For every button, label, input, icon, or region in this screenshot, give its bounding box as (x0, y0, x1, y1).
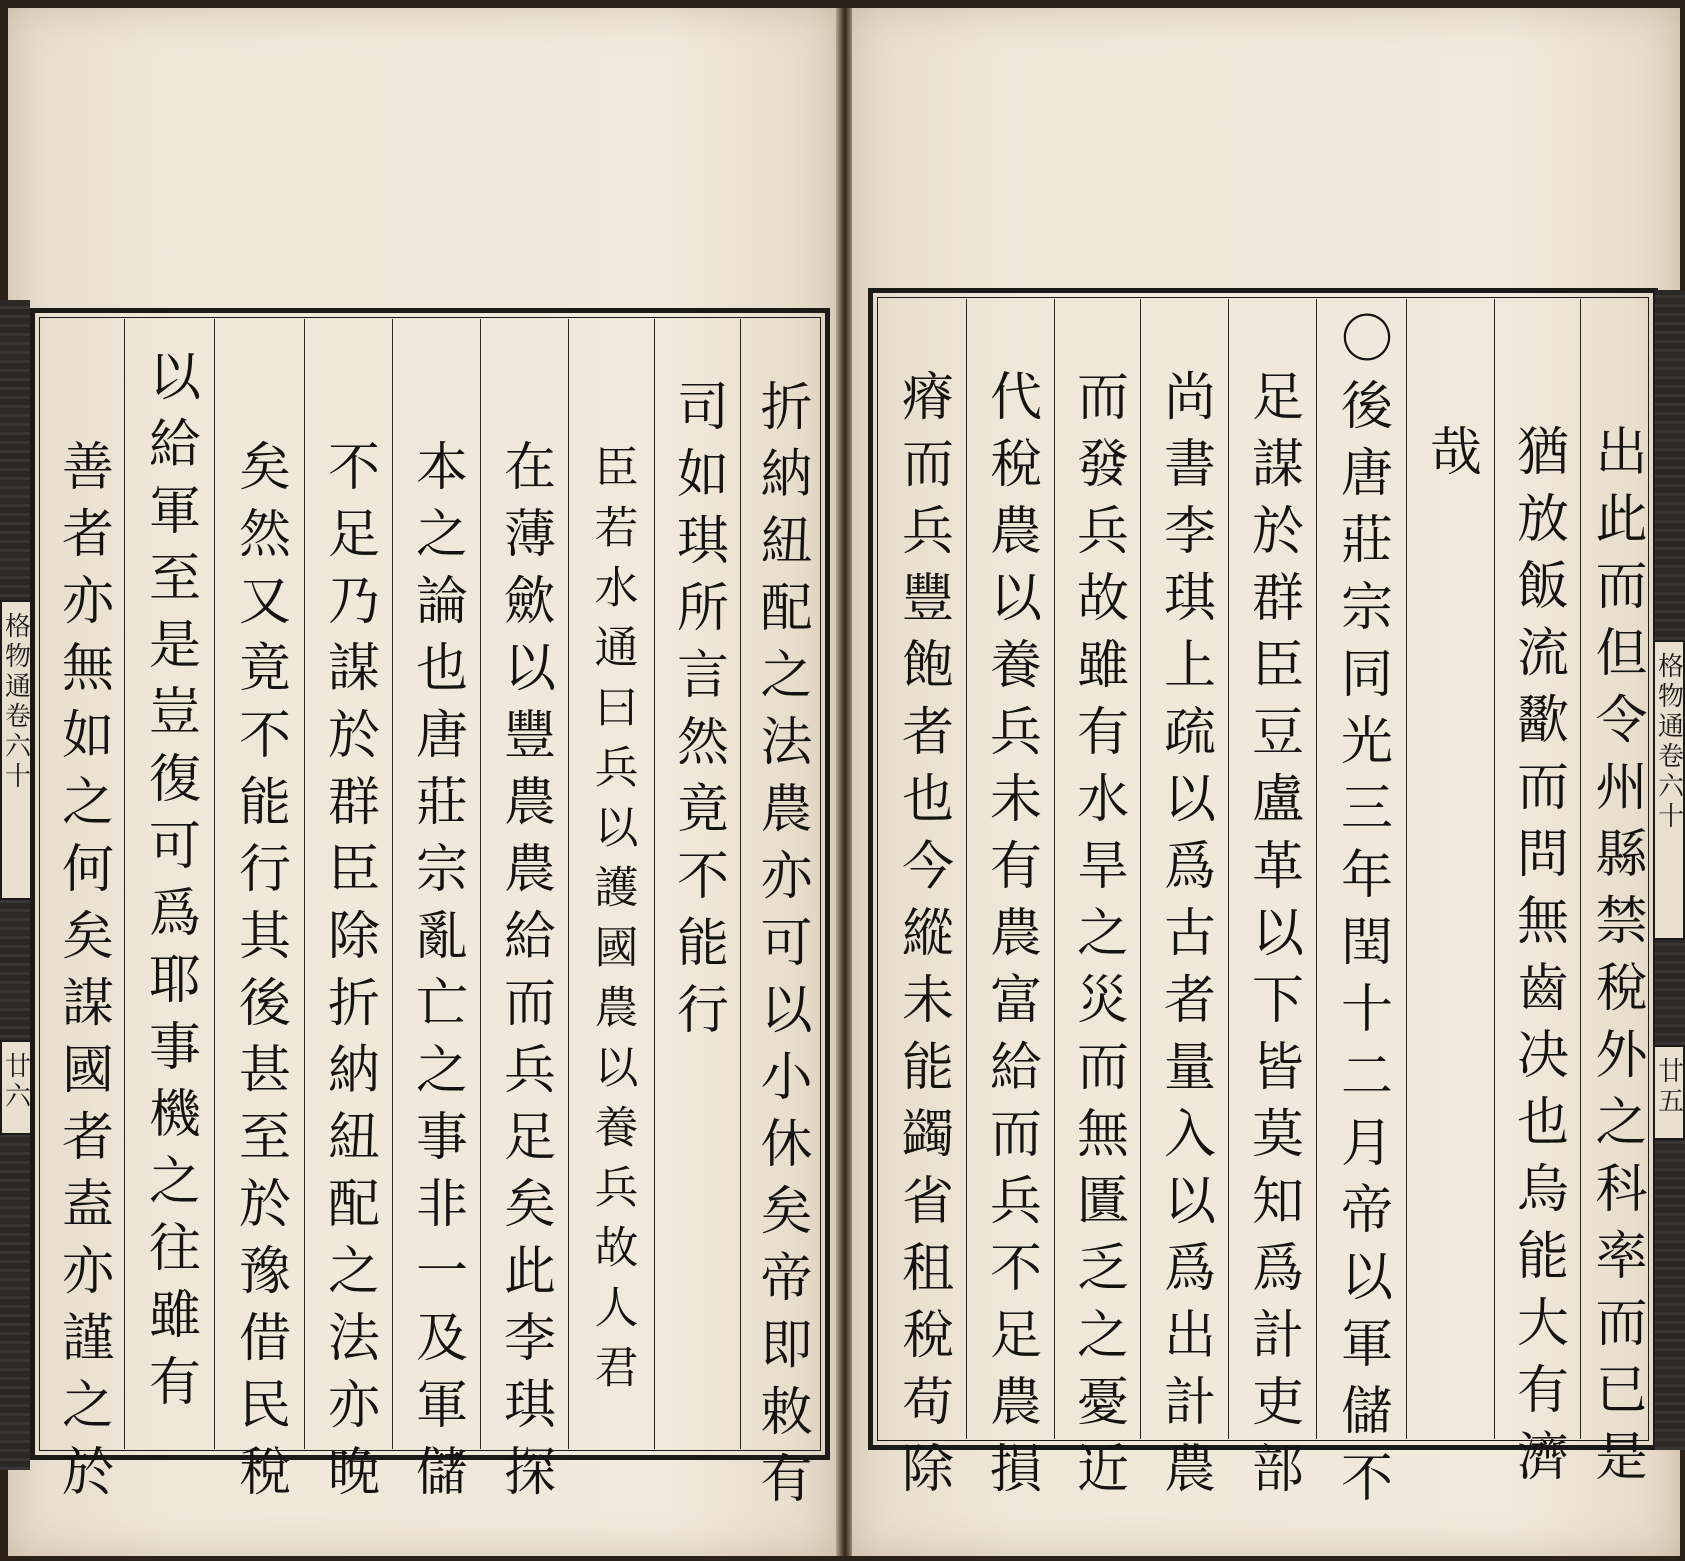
right-page-text-frame (868, 288, 1658, 1517)
column-text: 以給軍至是豈復可爲耶事機之往雖有 (139, 349, 200, 1421)
left-page-text-frame (30, 308, 830, 1518)
right-page-column-1 (879, 299, 967, 1508)
column-text: 本之論也唐莊宗亂亡之事非一及軍儲 (406, 439, 467, 1511)
right-page-column-5 (1229, 299, 1317, 1508)
column-text: 足謀於群臣豆盧革以下皆莫知爲計吏部 (1242, 369, 1303, 1508)
column-text: 折納紐配之法農亦可以小休矣帝即敕有 (751, 379, 811, 1518)
right-page-column-3 (1055, 299, 1141, 1508)
column-text: 猶放飯流歠而問無齒决也烏能大有濟 (1507, 424, 1568, 1496)
left-page-column-8 (655, 319, 741, 1449)
column-text: 矣然又竟不能行其後甚至於豫借民稅 (229, 439, 290, 1511)
right-page-column-7 (1407, 299, 1495, 1439)
left-page-column-5 (393, 319, 481, 1511)
left-page-leaf-number: 廿六 (0, 1052, 31, 1112)
column-text: 善者亦無如之何矣謀國者盍亦謹之於 (52, 439, 113, 1511)
left-page-column-6 (481, 319, 569, 1511)
column-text: 哉 (1420, 424, 1481, 491)
left-page-leaf-box (0, 1040, 32, 1135)
column-text: 在薄歛以豐農農給而兵足矣此李琪探 (494, 439, 555, 1511)
column-text: 出此而但令州縣禁稅外之科率而已是 (1586, 424, 1646, 1496)
left-page-column-3 (215, 319, 305, 1511)
column-text: 〇後唐莊宗同光三年閏十二月帝以軍儲不 (1331, 311, 1392, 1517)
column-text: 司如琪所言然竟不能行 (667, 379, 728, 1049)
left-page-column-1 (41, 319, 125, 1511)
left-page-column-4 (305, 319, 393, 1511)
right-page-leaf-number: 廿五 (1653, 1057, 1684, 1117)
column-text: 尚書李琪上疏以爲古者量入以爲出計農 (1154, 369, 1215, 1508)
column-text: 代稅農以養兵未有農富給而兵不足農損 (980, 369, 1041, 1508)
left-page-column-7 (569, 319, 655, 1449)
left-page-margin-label (0, 600, 32, 900)
left-page-column-9 (741, 319, 821, 1518)
right-page-column-8 (1495, 299, 1581, 1496)
column-text: 不足乃謀於群臣除折納紐配之法亦晚 (318, 439, 379, 1511)
left-page-margin-title: 格物通卷六十 (0, 612, 31, 792)
right-page-margin-title: 格物通卷六十 (1653, 652, 1684, 832)
right-page-column-6 (1317, 299, 1407, 1517)
right-page-leaf-box (1653, 1045, 1685, 1140)
right-page-margin-label (1653, 640, 1685, 940)
left-page-column-2 (125, 319, 215, 1449)
column-text: 而發兵故雖有水旱之災而無匱乏之憂近 (1067, 369, 1128, 1508)
right-page-column-2 (967, 299, 1055, 1508)
right-page-column-4 (1141, 299, 1229, 1508)
column-text: 瘠而兵豐飽者也今縱未能蠲省租稅苟除 (892, 369, 953, 1508)
column-text: 臣若水通曰兵以護國農以養兵故人君 (586, 444, 638, 1404)
right-page-column-9 (1581, 299, 1651, 1496)
